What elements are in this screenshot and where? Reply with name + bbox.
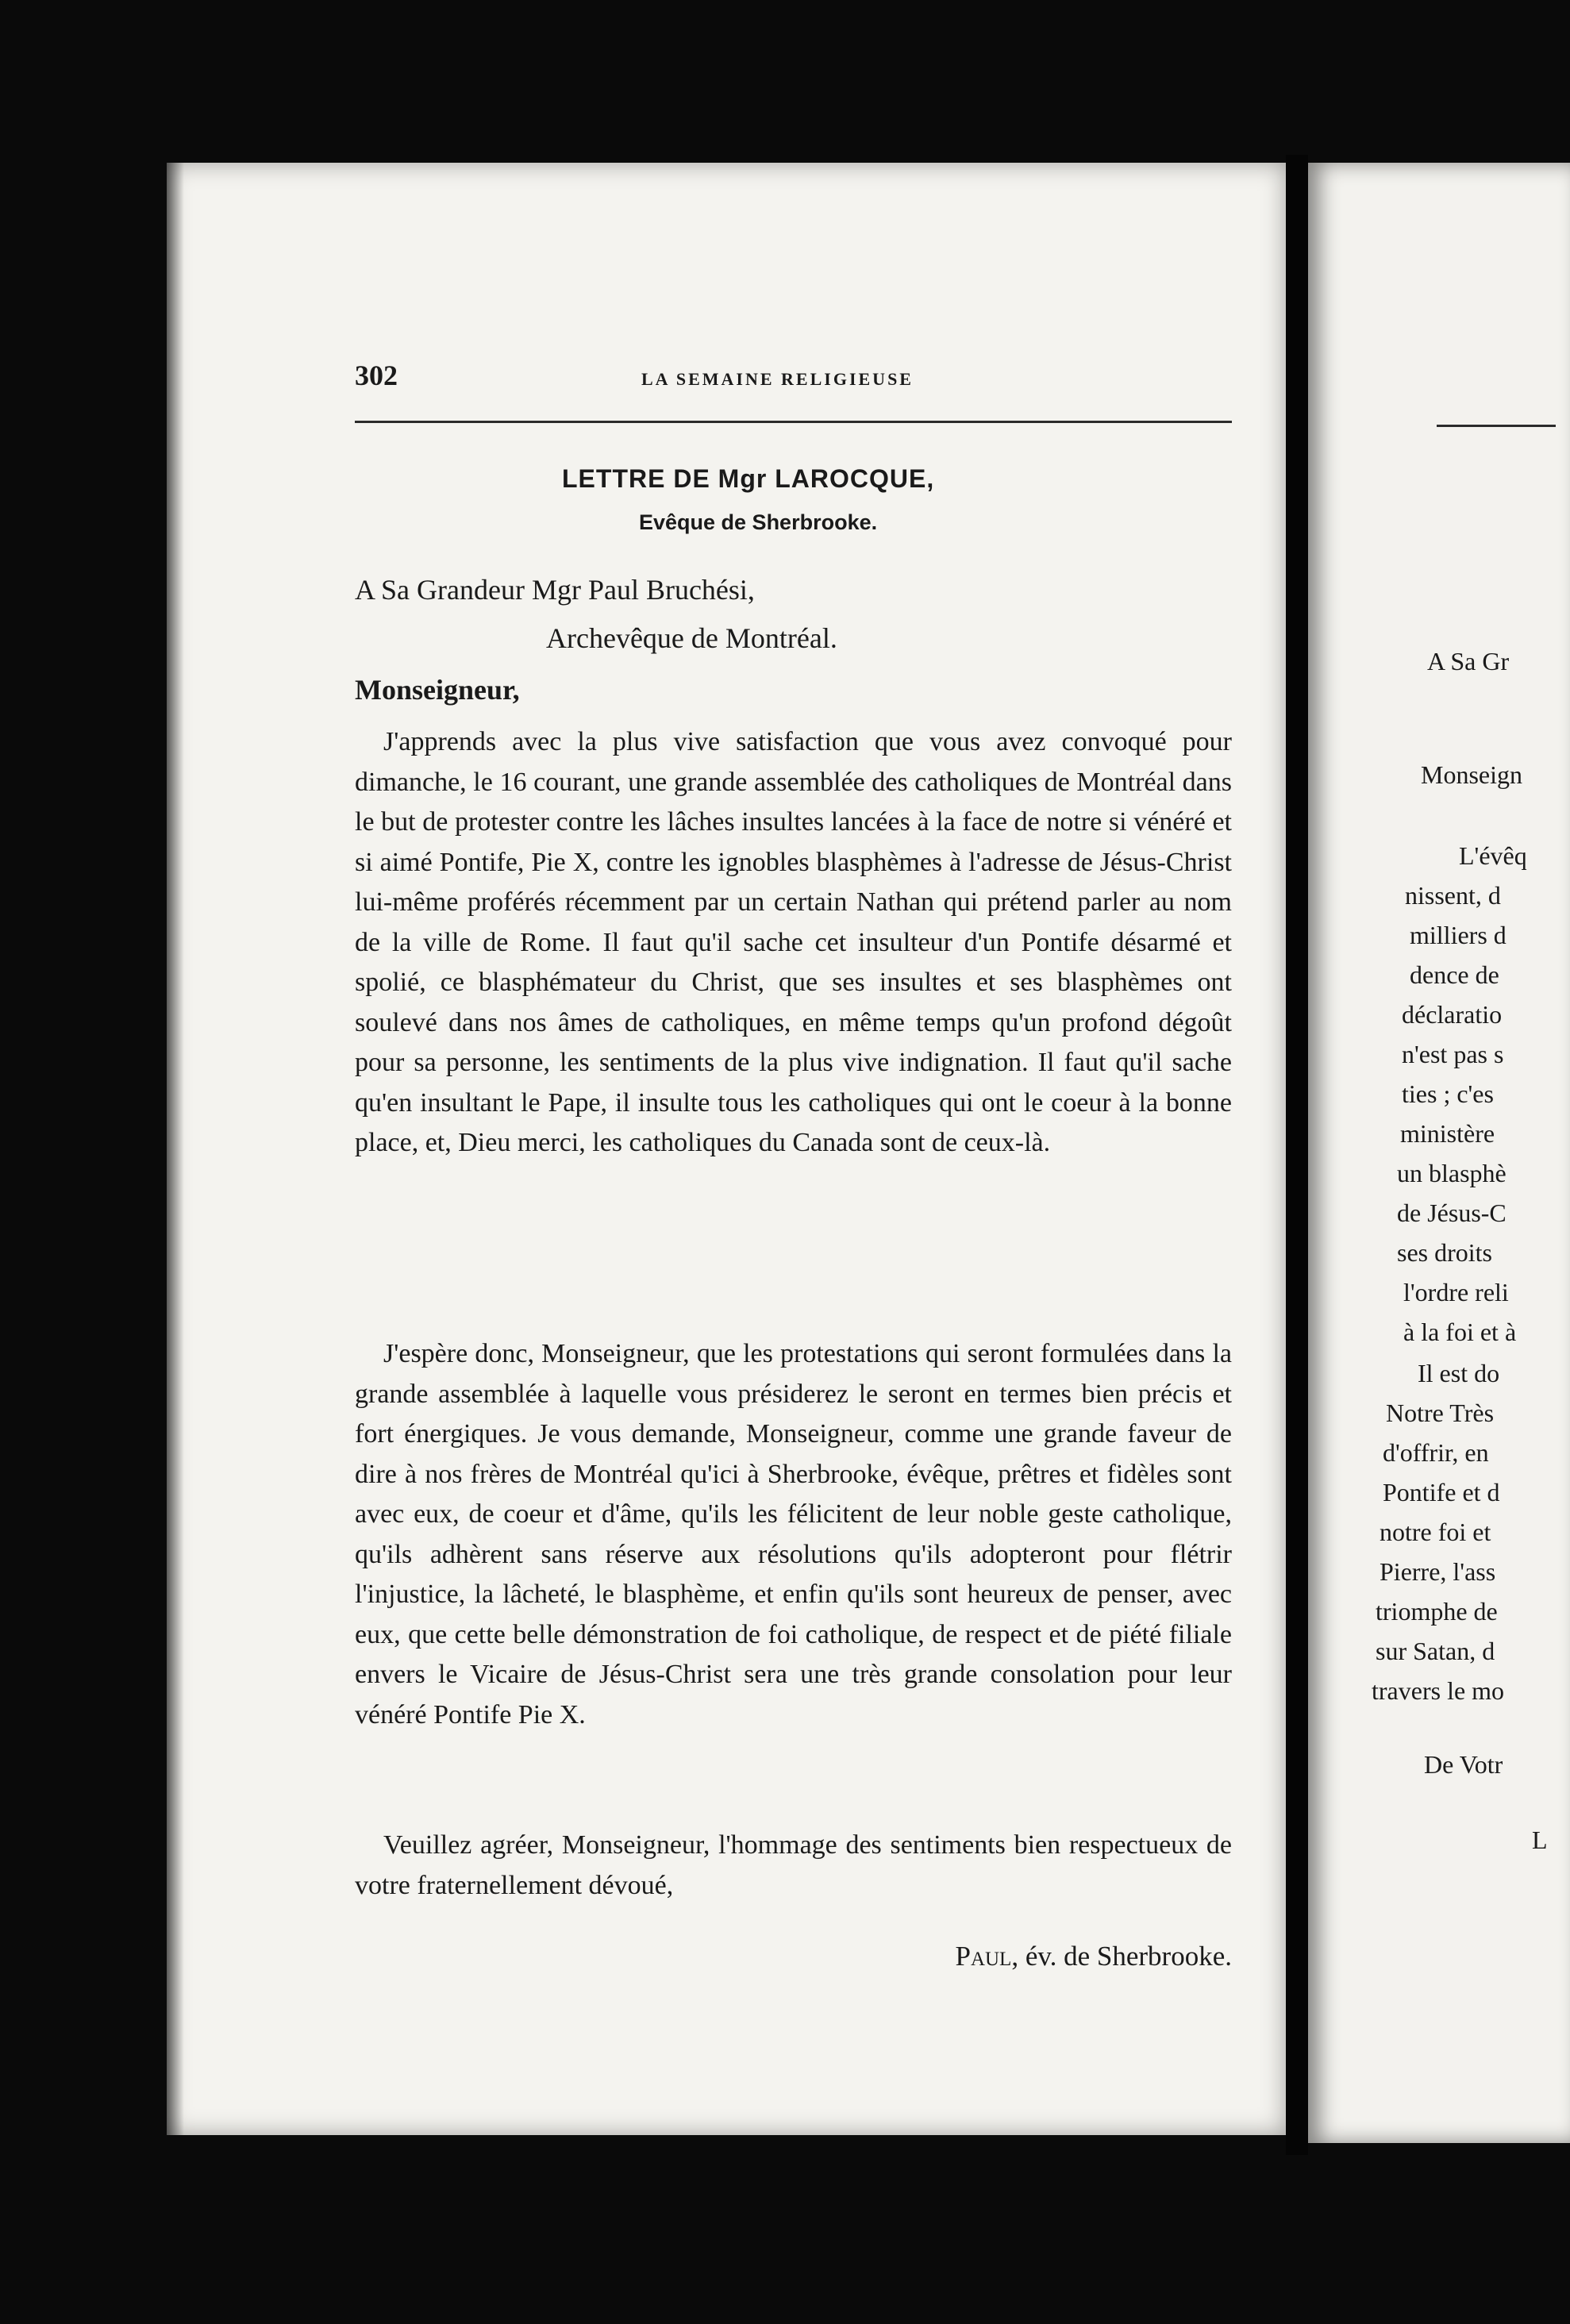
right-header-rule [1437, 425, 1556, 427]
right-page-line: triomphe de [1376, 1597, 1498, 1626]
book-gutter [1286, 155, 1308, 2155]
right-page-line: Pontife et d [1383, 1478, 1500, 1506]
right-page-line: sur Satan, d [1376, 1637, 1495, 1665]
right-page-line: travers le mo [1372, 1676, 1505, 1705]
right-page-line: l'ordre reli [1403, 1278, 1509, 1306]
paragraph-2: J'espère donc, Monseigneur, que les protestations qui seront formulées dans la grande assemblée à laquelle vous présiderez le seront en termes bien précis et fort énergiques. Je vous demande, Monseigneur, comme une grande faveur de dire à nos frères de Montréal qu'ici à Sherbrooke, évêque, prêtres et fidèles sont avec eux, de coeur et d'âme, qu'ils les félicitent de leur noble geste catholique, qu'ils adhèrent sans réserve aux résolutions qu'ils adopteront pour flétrir l'injustice, la lâcheté, le blasphème, et enfin qu'ils sont heureux de penser, avec eux, que cette belle démonstration de foi catholique, de respect et de piété filiale envers le Vicaire de Jésus-Christ sera une très grande consolation pour leur vénéré Pontife Pie X. [355, 1339, 1232, 1730]
right-page [1308, 163, 1570, 2143]
right-page-line: n'est pas s [1402, 1040, 1504, 1068]
signature-name: Paul [955, 1941, 1012, 1972]
letter-title: LETTRE DE Mgr LAROCQUE, [562, 464, 935, 493]
right-page-line: à la foi et à [1403, 1318, 1517, 1346]
address-line-1: A Sa Grandeur Mgr Paul Bruchési, [355, 574, 755, 606]
paragraph-3: Veuillez agréer, Monseigneur, l'hommage des sentiments bien respectueux de votre fraternellement dévoué, [355, 1830, 1232, 1900]
address-line-2: Archevêque de Montréal. [546, 622, 837, 654]
right-page-line: nissent, d [1405, 881, 1501, 910]
right-page-line: dence de [1410, 960, 1499, 989]
right-page-line: De Votr [1424, 1750, 1503, 1779]
paragraph-1: J'apprends avec la plus vive satisfaction que vous avez convoqué pour dimanche, le 16 courant, une grande assemblée des catholiques de Montréal dans le but de protester contre les lâches insultes lancées à la face de notre si vénéré et si aimé Pontife, Pie X, contre les ignobles blasphèmes à l'adresse de Jésus-Christ lui-même proférés récemment par un certain Nathan qui prétend parler au nom de la ville de Rome. Il faut qu'il sache cet insulteur d'un Pontife désarmé et spolié, ce blasphémateur du Christ, que ses insultes et ses blasphèmes ont soulevé dans nos âmes de catholiques, en même temps qu'un profond dégoût pour sa personne, les sentiments de la plus vive indignation. Il faut qu'il sache qu'en insultant le Pape, il insulte tous les catholiques qui ont le coeur à la bonne place, et, Dieu merci, les catholiques du Canada sont de ceux-là. [355, 727, 1232, 1157]
right-page-line: ses droits [1397, 1238, 1492, 1267]
right-page-line: déclaratio [1402, 1000, 1503, 1029]
right-page-line: Monseign [1421, 760, 1522, 789]
page-number: 302 [355, 360, 398, 391]
right-page-line: Il est do [1418, 1359, 1500, 1387]
right-page-line: un blasphè [1397, 1159, 1507, 1187]
right-page-line: Pierre, l'ass [1380, 1557, 1496, 1586]
signature [955, 1941, 1232, 1972]
right-page-line: de Jésus-C [1397, 1199, 1507, 1227]
salutation: Monseigneur, [355, 674, 520, 706]
right-page-line: milliers d [1410, 921, 1507, 949]
right-page-line: ministère [1400, 1119, 1495, 1148]
right-page-line: L [1532, 1826, 1548, 1854]
right-page-line: notre foi et [1380, 1518, 1491, 1546]
right-page-line: d'offrir, en [1383, 1438, 1489, 1467]
header-rule [355, 421, 1232, 423]
right-page-line: ties ; c'es [1402, 1079, 1494, 1108]
right-page-line: Notre Très [1386, 1399, 1495, 1427]
running-head: LA SEMAINE RELIGIEUSE [641, 369, 914, 389]
signature-rest: , év. de Sherbrooke. [1011, 1941, 1232, 1972]
right-page-line: A Sa Gr [1427, 647, 1510, 675]
letter-subtitle: Evêque de Sherbrooke. [639, 510, 878, 534]
right-page-line: L'évêq [1459, 841, 1527, 870]
